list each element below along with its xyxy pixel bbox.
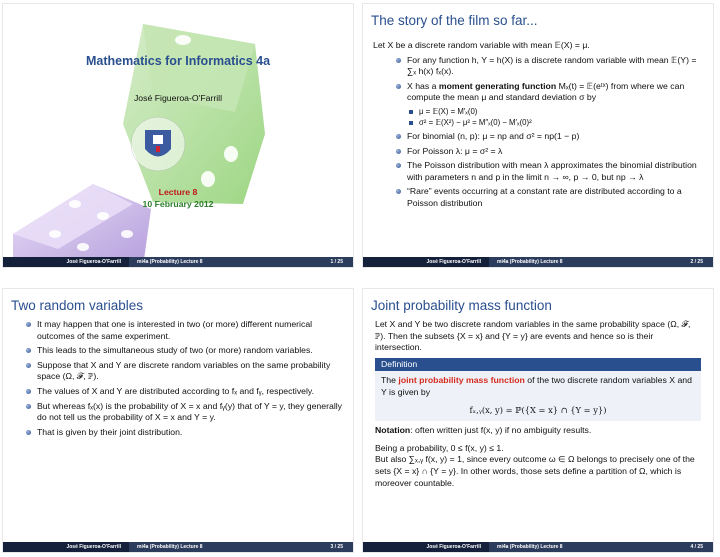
presentation-title: Mathematics for Informatics 4a (85, 54, 271, 68)
slide-3 (3, 289, 353, 552)
bullet-item: It may happen that one is interested in two (or more) different numerical outcomes of the same experiment. (23, 319, 343, 342)
sub-bullet-item: σ² = 𝔼(X²) − μ² = M″ₓ(0) − M′ₓ(0)² (393, 118, 703, 128)
footer-author: José Figueroa-O'Farrill (3, 542, 129, 552)
bold-term: moment generating function (438, 80, 557, 91)
bullet-item: That is given by their joint distribution. (23, 427, 343, 439)
bullet-item: But whereas fₓ(x) is the probability of X = x and fᵧ(y) that of Y = y, they generally do not tell us the probability of X = x and Y = y. (23, 401, 343, 424)
definition-formula: fₓ,ᵧ(x, y) = ℙ({X = x} ∩ {Y = y}) (469, 404, 607, 415)
highlighted-term: joint probability mass function (398, 375, 525, 386)
paragraph: But also ∑ₓ,ᵧ f(x, y) = 1, since every outcome ω ∈ Ω belongs to precisely one of the sets {X = x} ∩ {Y = y}. In other words, those sets define a partition of Ω, which is moreover countable. (375, 454, 695, 488)
bullet-item: X has a moment generating function Mₓ(t) = 𝔼(eᵗˣ) from where we can compute the mean μ and standard deviation σ by (393, 81, 703, 104)
sub-bullet-item: μ = 𝔼(X) = M′ₓ(0) (393, 107, 703, 117)
lecture-date: 10 February 2012 (142, 199, 214, 209)
slide-content (375, 319, 701, 489)
slide-title: Two random variables (11, 298, 144, 313)
lecture-label: Lecture 8 (158, 187, 198, 197)
footer-course: mi4a (Probability) Lecture 8 (489, 542, 615, 552)
definition-title: Definition (375, 358, 701, 372)
bullet-item: This leads to the simultaneous study of two (or more) random variables. (23, 345, 343, 357)
slide-4 (363, 289, 713, 552)
footer-page: 1 / 25 (255, 257, 353, 267)
bullet-item: The values of X and Y are distributed according to fₓ and fᵧ, respectively. (23, 386, 343, 398)
footer-author: José Figueroa-O'Farrill (363, 257, 489, 267)
footer-author: José Figueroa-O'Farrill (3, 257, 129, 267)
bullet-item: Suppose that X and Y are discrete random variables on the same probability space (Ω, 𝓕, ℙ). (23, 360, 343, 383)
bullet-item: “Rare” events occurring at a constant rate are distributed according to a Poisson distribution (393, 186, 703, 209)
footer-page: 3 / 25 (255, 542, 353, 552)
bullet-item: The Poisson distribution with mean λ approximates the binomial distribution with parameters n and p in the limit n → ∞, p → 0, but np → λ (393, 160, 703, 183)
green-die (123, 24, 265, 204)
footer-page: 4 / 25 (615, 542, 713, 552)
footer (363, 542, 713, 552)
paragraph: Being a probability, 0 ≤ f(x, y) ≤ 1. (375, 442, 504, 453)
slide-title: Joint probability mass function (371, 298, 552, 313)
paragraph: Let X and Y be two discrete random variables in the same probability space (Ω, 𝓕, ℙ). Then the subsets {X = x} and {Y = y} are events and hence so is their intersection. (375, 319, 691, 353)
notation-line: Notation: often written just f(x, y) if no ambiguity results. (375, 425, 592, 436)
bullet-item: For any function h, Y = h(X) is a discrete random variable with mean 𝔼(Y) = ∑ₓ h(x) fₓ(x). (393, 55, 703, 78)
intro-text: Let X be a discrete random variable with mean 𝔼(X) = μ. (373, 40, 590, 50)
footer (3, 542, 353, 552)
slide-content (23, 319, 343, 441)
definition-body: The joint probability mass function of the two discrete random variables X and Y is given by fₓ,ᵧ(x, y) = ℙ({X = x} ∩ {Y = y}) (375, 371, 701, 421)
slide-content (373, 40, 703, 213)
bullet-item: For Poisson λ: μ = σ² = λ (393, 146, 703, 158)
footer (3, 257, 353, 267)
footer-course: mi4a (Probability) Lecture 8 (489, 257, 615, 267)
footer-author: José Figueroa-O'Farrill (363, 542, 489, 552)
footer-course: mi4a (Probability) Lecture 8 (129, 257, 255, 267)
slide-2 (363, 4, 713, 267)
slide-1 (3, 4, 353, 267)
bullet-item: For binomial (n, p): μ = np and σ² = np(1 − p) (393, 131, 703, 143)
author-name: José Figueroa-O'Farrill (133, 93, 223, 103)
slide-title: The story of the film so far... (371, 13, 538, 28)
footer-course: mi4a (Probability) Lecture 8 (129, 542, 255, 552)
dice-illustration (3, 4, 353, 267)
footer (363, 257, 713, 267)
university-crest (131, 117, 185, 171)
footer-page: 2 / 25 (615, 257, 713, 267)
